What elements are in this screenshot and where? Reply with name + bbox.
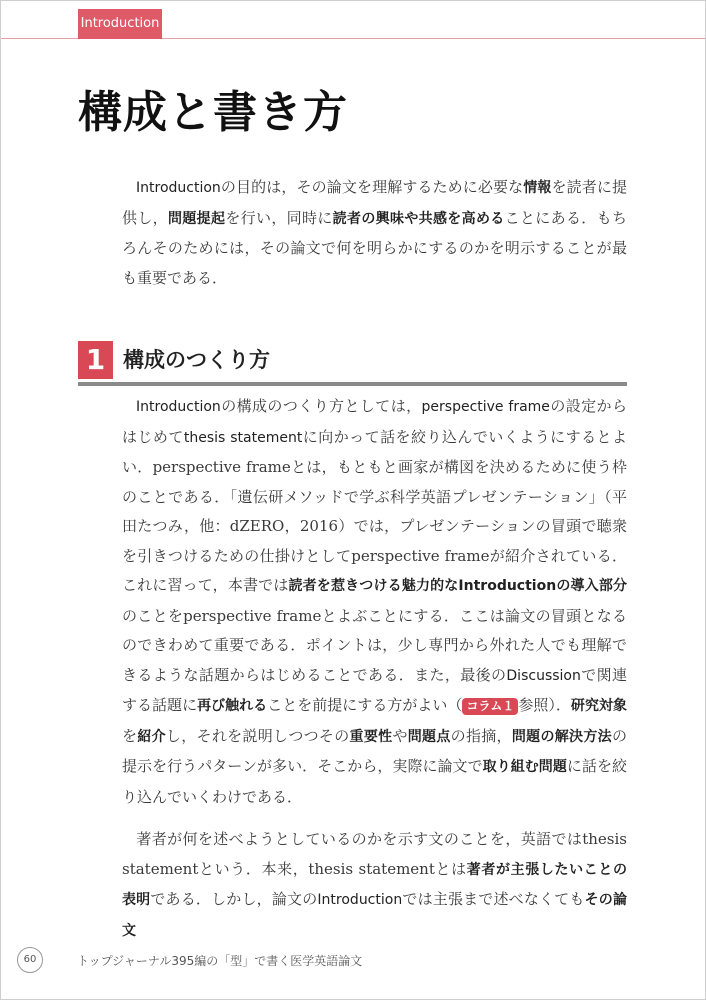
text-span: のことをperspective frameとよぶことにする．ここは論文の冒頭となるのできわめて重要である．ポイントは，少し専門から外れた人でも理解できるような話題からはじめることである．また，最後の — [122, 606, 627, 684]
text-span: の提示を行うパターンが多い．そこから，実際に論文で — [122, 726, 627, 775]
intro-emphasis: 問題提起 — [168, 210, 226, 227]
text-span: の指摘， — [450, 726, 512, 745]
emphasis-span: 取り組む問題 — [482, 759, 567, 775]
section-rule — [78, 382, 627, 386]
text-span: や — [392, 726, 408, 745]
emphasis-span: 問題の解決方法 — [511, 728, 612, 745]
emphasis-span: 著者が主張したいことの表明 — [122, 861, 627, 908]
section-number-badge: 1 — [78, 341, 113, 379]
text-span: の構成のつくり方としては， — [220, 397, 422, 415]
emphasis-span: 読者を惹きつける魅力的なIntroductionの導入部分 — [288, 578, 627, 594]
emphasis-span: 重要性 — [349, 728, 393, 745]
section-tab: Introduction — [78, 9, 162, 39]
text-span: ことを前提にする方がよい（ — [267, 696, 463, 714]
text-span: を — [122, 726, 138, 745]
intro-paragraph — [122, 173, 627, 293]
body-paragraph-1 — [122, 392, 627, 812]
text-span: に向かって話を絞り込んでいくようにするとよい．perspective frameとは，もともと画家が構図を決めるために使う枠のことである．「遺伝研メソッドで学ぶ科学英語プレゼンテーション」（平田たつみ，他：dZERO，2016）では，プレゼンテーションの冒頭で聴衆を引きつけるための仕掛けとしてperspective frameが紹介されている．これに習って，本書では — [122, 427, 627, 594]
emphasis-span: その論文 — [122, 892, 627, 939]
column-reference-badge: コラム１ — [462, 698, 518, 715]
footer-book-title: トップジャーナル395編の「型」で書く医学英語論文 — [77, 954, 363, 968]
text-span: perspective frame — [421, 399, 550, 415]
intro-text: ことにある．もちろんそのためには，その論文で何を明らかにするのかを明示することが最も重要である． — [122, 208, 627, 287]
text-span: に話を絞り込んでいくわけである． — [122, 757, 627, 806]
section-title: 構成のつくり方 — [123, 348, 270, 372]
text-span: Introduction — [317, 892, 403, 908]
text-span: 著者が何を述べようとしているのかを示す文のことを，英語ではthesis statementという．本来，thesis statementとは — [122, 830, 627, 878]
page-number: 60 — [17, 947, 43, 973]
text-span: thesis statement — [183, 429, 303, 446]
text-span: 参照）． — [518, 696, 571, 714]
intro-text: Introduction — [136, 180, 221, 196]
intro-text: を読者に提供し， — [122, 178, 627, 227]
intro-text: の目的は，その論文を理解するために必要な — [220, 178, 524, 196]
text-span: では主張まで述べなくても — [402, 890, 585, 908]
emphasis-span: 問題点 — [407, 728, 451, 745]
intro-emphasis: 情報 — [523, 180, 552, 196]
intro-text: を行い，同時に — [225, 208, 333, 227]
emphasis-span: 研究対象 — [570, 698, 627, 714]
text-span: で関連する話題に — [122, 665, 627, 714]
emphasis-span: 再び触れる — [197, 698, 268, 714]
page-title: 構成と書き方 — [78, 87, 348, 138]
body-paragraph-2 — [122, 825, 627, 946]
emphasis-span: 紹介 — [137, 728, 166, 745]
text-span: し，それを説明しつつその — [165, 726, 350, 745]
text-span: Discussion — [506, 667, 581, 684]
text-span: Introduction — [136, 399, 221, 415]
text-span: の設定からはじめて — [122, 397, 627, 446]
text-span: である．しかし，論文の — [150, 890, 318, 908]
intro-emphasis: 読者の興味や共感を高める — [332, 210, 505, 227]
